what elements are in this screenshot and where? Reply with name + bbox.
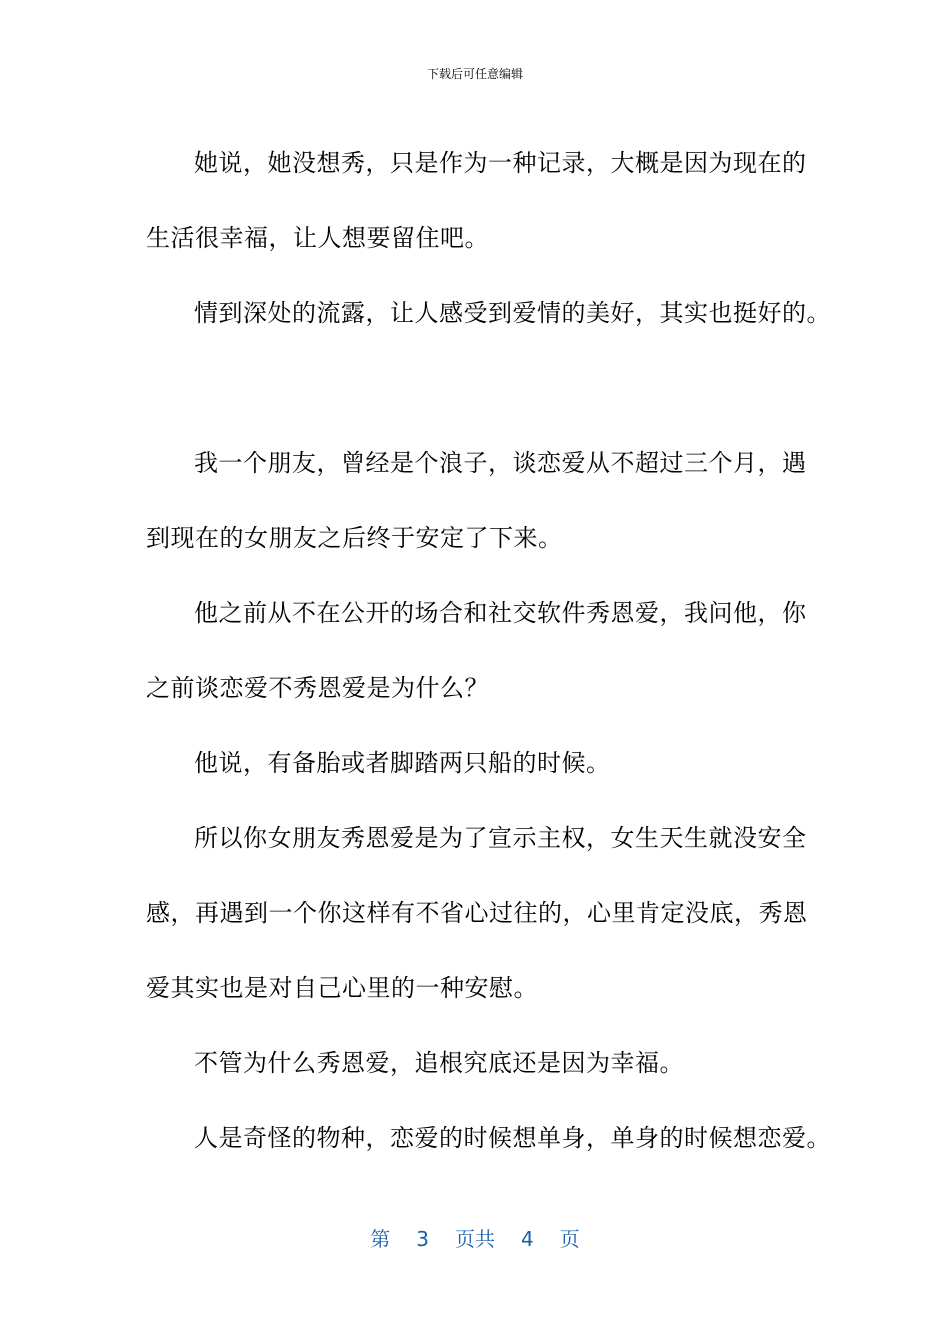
document-body [146,126,831,1176]
paragraph-line: 他说，有备胎或者脚踏两只船的时候。 [194,749,611,777]
current-page-number: 3 [416,1227,429,1251]
page-number-footer [0,1226,950,1252]
paragraph-line: 生活很幸福，让人想要留住吧。 [146,224,489,252]
total-page-number: 4 [521,1227,534,1251]
page-header: 下载后可任意编辑 [426,67,523,81]
paragraph-gap [146,351,806,426]
page-middle: 页共 [455,1227,495,1251]
paragraph-line: 他之前从不在公开的场合和社交软件秀恩爱，我问他，你 [194,599,807,627]
paragraph-line: 我一个朋友，曾经是个浪子，谈恋爱从不超过三个月，遇 [194,449,807,477]
paragraph-line: 她说，她没想秀，只是作为一种记录，大概是因为现在的 [194,149,807,177]
paragraph-line: 爱其实也是对自己心里的一种安慰。 [146,974,538,1002]
paragraph-line: 到现在的女朋友之后终于安定了下来。 [146,524,563,552]
paragraph-line: 情到深处的流露，让人感受到爱情的美好，其实也挺好的。 [194,299,831,327]
paragraph-line: 之前谈恋爱不秀恩爱是为什么？ [146,674,489,702]
paragraph-line: 所以你女朋友秀恩爱是为了宣示主权，女生天生就没安全 [194,824,807,852]
paragraph-line: 人是奇怪的物种，恋爱的时候想单身，单身的时候想恋爱。 [194,1124,831,1152]
paragraph-line: 不管为什么秀恩爱，追根究底还是因为幸福。 [194,1049,684,1077]
page-prefix: 第 [370,1227,391,1251]
page-suffix: 页 [559,1227,580,1251]
paragraph-line: 感，再遇到一个你这样有不省心过往的，心里肯定没底，秀恩 [146,899,808,927]
